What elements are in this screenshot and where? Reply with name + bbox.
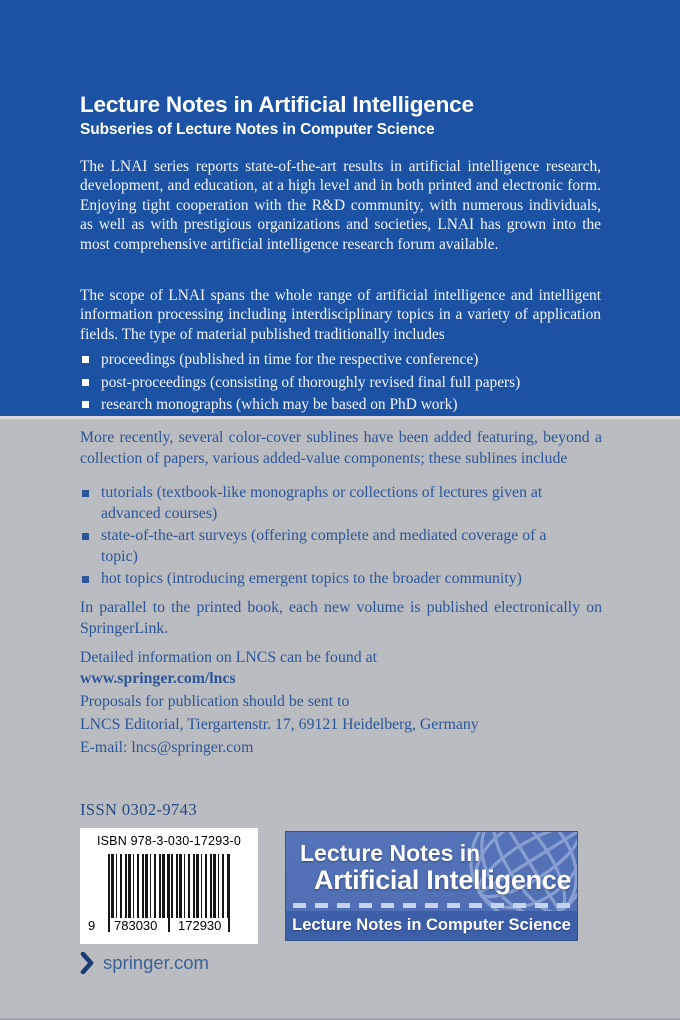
sublines-list — [80, 483, 602, 592]
isbn-label: ISBN 978-3-030-17293-0 — [96, 834, 242, 848]
dashed-divider — [293, 903, 570, 908]
paragraph-lnai-scope: The scope of LNAI spans the whole range of artificial intelligence and intelligent information processing including interdisciplinary topics in a variety of application fields. The type of material published traditionally includes — [80, 287, 601, 343]
list-item-text: tutorials (textbook-like monographs or collections of lectures given at advanced courses) — [101, 484, 543, 522]
paragraph-proposals: Proposals for publication should be sent to — [80, 693, 350, 710]
list-item — [80, 483, 602, 524]
paragraph-sublines: More recently, several color-cover sublines have been added featuring, beyond a collection of papers, various added-value components; these sublines include — [80, 429, 602, 467]
series-subtitle: Subseries of Lecture Notes in Computer Science — [80, 121, 435, 138]
square-bullet-icon — [82, 533, 89, 540]
paragraph-springerlink: In parallel to the printed book, each new volume is published electronically on SpringerLink. — [80, 599, 602, 637]
barcode-guard-bar — [228, 854, 230, 932]
publication-types-list — [80, 350, 601, 418]
chevron-right-icon — [80, 952, 94, 974]
logo-banner: Lecture Notes in Computer Science — [286, 911, 577, 940]
square-bullet-icon — [82, 401, 89, 408]
square-bullet-icon — [82, 576, 89, 583]
list-item — [80, 350, 601, 370]
list-item-text: post-proceedings (consisting of thoroughly revised final full papers) — [101, 373, 521, 391]
list-item-text: hot topics (introducing emergent topics to the broader community) — [101, 570, 522, 587]
springer-url-text: springer.com — [103, 952, 209, 973]
barcode-digit: 783030 — [114, 918, 158, 933]
paragraph-lncs-info — [80, 648, 602, 689]
paragraph-address: LNCS Editorial, Tiergartenstr. 17, 69121 Heidelberg, Germany — [80, 716, 479, 733]
barcode-guard-bar — [168, 854, 170, 932]
list-item — [80, 526, 602, 567]
list-item-text: research monographs (which may be based on PhD work) — [101, 396, 458, 413]
springer-lncs-url: www.springer.com/lncs — [80, 669, 236, 687]
paragraph-lnai-series: The LNAI series reports state-of-the-art results in artificial intelligence research, development, and education, at a high level and in both printed and electronic form. Enjoying tight cooperation with the R&D community, with numerous individuals, as well as with prestigious organizations and societies, LNAI has grown into the most comprehensive artificial intelligence research forum available. — [80, 158, 601, 253]
isbn-barcode — [80, 828, 258, 944]
square-bullet-icon — [82, 356, 89, 363]
logo-line2: Artificial Intelligence — [314, 865, 572, 895]
lnai-series-logo — [285, 831, 578, 941]
issn-text: ISSN 0302-9743 — [80, 800, 197, 819]
list-item — [80, 395, 601, 415]
barcode-digit: 172930 — [178, 918, 222, 933]
series-title: Lecture Notes in Artificial Intelligence — [80, 92, 474, 117]
list-item-text: state-of-the-art surveys (offering complete and mediated coverage of a topic) — [101, 527, 547, 565]
list-item — [80, 373, 601, 393]
list-item — [80, 569, 602, 590]
logo-line1: Lecture Notes in — [300, 840, 481, 866]
lower-section — [0, 419, 680, 1020]
square-bullet-icon — [82, 490, 89, 497]
square-bullet-icon — [82, 379, 89, 386]
lncs-info-text: Detailed information on LNCS can be found at — [80, 649, 377, 666]
barcode-digit: 9 — [88, 918, 96, 933]
paragraph-email: E-mail: lncs@springer.com — [80, 739, 254, 756]
barcode-guard-bar — [108, 854, 110, 932]
list-item-text: proceedings (published in time for the respective conference) — [101, 351, 479, 368]
springer-logo — [80, 952, 209, 974]
top-band — [0, 0, 680, 416]
